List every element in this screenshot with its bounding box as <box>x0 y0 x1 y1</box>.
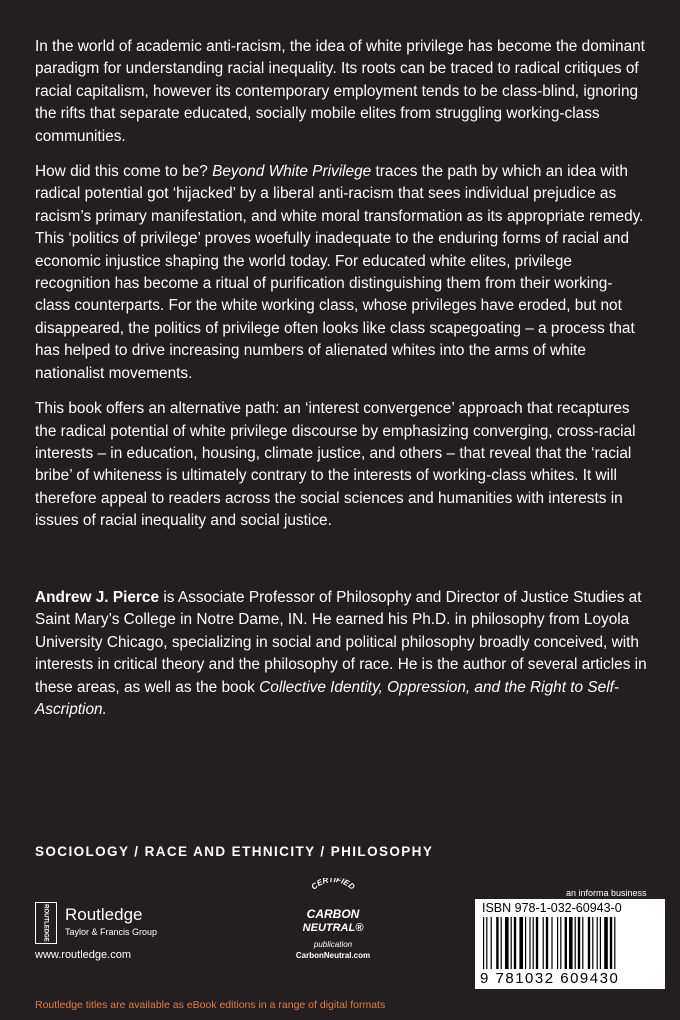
barcode-bar <box>575 917 576 969</box>
routledge-logo-text: ROUTLEDGE <box>42 904 49 942</box>
barcode-bar <box>560 917 561 969</box>
barcode-bar <box>529 917 530 969</box>
barcode-bar <box>483 917 484 969</box>
barcode-bar <box>543 917 544 969</box>
barcode-bar <box>565 917 567 969</box>
publisher-name: Routledge <box>65 905 143 924</box>
barcode-bar <box>604 917 608 969</box>
carbon-certified: CERTIFIED <box>309 878 357 892</box>
svg-text:CERTIFIED <box>309 878 356 892</box>
author-name: Andrew J. Pierce <box>35 589 160 606</box>
isbn-text: ISBN 978-1-032-60943-0 <box>482 901 622 915</box>
barcode-bar <box>496 917 498 969</box>
blurb-paragraph-3: This book offers an alternative path: an ‘interest convergence’ approach that recaptures the radical potential of white privilege discourse by emphasizing converging, cross-racial interests – in education, housing, climate justice, and others – that reveal that the ‘racial bribe’ of whiteness is ultimately contrary to the interests of working-class whites. It will therefore appeal to readers across the social sciences and humanities with interests in issues of racial inequality and social justice. <box>35 400 636 530</box>
barcode-bar <box>610 917 612 969</box>
barcode-bar <box>551 917 552 969</box>
back-cover-blurb <box>35 36 647 546</box>
blurb-paragraph-2 <box>35 161 647 385</box>
barcode-bar <box>486 917 487 969</box>
barcode-bar <box>588 917 590 969</box>
barcode-bar <box>511 917 512 969</box>
neutral-word: NEUTRAL® <box>302 922 364 934</box>
carbon-word: CARBON <box>306 907 360 921</box>
barcode-bar <box>597 917 598 969</box>
blurb-paragraph-1: In the world of academic anti-racism, the idea of white privilege has become the dominant paradigm for understanding racial inequality. Its roots can be traced to radical critiques of racial capitalism, however its contemporary employment tends to be class-blind, ignoring the rifts that separate educated, socially mobile elites from struggling working-class communities. <box>35 38 645 145</box>
ebook-availability-note: Routledge titles are available as eBook editions in a range of digital formats <box>35 999 386 1011</box>
barcode-icon <box>483 917 657 969</box>
barcode-bar <box>592 917 593 969</box>
blurb-p2-rest: traces the path by which an idea with radical potential got ‘hijacked’ by a liberal anti-racism that sees individual prejudice as racism’s primary manifestation, and white moral transformation as its appropriate remedy. This ‘politics of privilege’ proves woefully inadequate to the enduring forms of racial and economic injustice shaping the world today. For educated white elites, privilege recognition has become a ritual of purification distinguishing them from their working-class counterparts. For the white working class, whose privileges have eroded, but not disappeared, the politics of privilege often looks like class scapegoating – a process that has helped to drive increasing numbers of alienated whites into the arms of white nationalist movements. <box>35 163 644 382</box>
carbon-publication-label: publication <box>313 940 353 949</box>
bio-text: is Associate Professor of Philosophy and Director of Justice Studies at Saint Mary’s College in Notre Dame, IN. He earned his Ph.D. in philosophy from Loyola University Chicago, specializing in social and political philosophy broadly conceived, with interests in critical theory and the philosophy of race. He is the author of several articles in these areas, as well as the book <box>35 589 647 696</box>
barcode-bar <box>600 917 601 969</box>
barcode-bar <box>557 917 558 969</box>
carbon-website: CarbonNeutral.com <box>295 951 371 960</box>
carbon-neutral-icon <box>283 878 383 940</box>
barcode-bar <box>505 917 509 969</box>
barcode-bar <box>519 917 523 969</box>
barcode-panel <box>475 899 665 989</box>
barcode-bar <box>569 917 573 969</box>
barcode-bar <box>533 917 534 969</box>
barcode-bar <box>491 917 492 969</box>
barcode-bar <box>614 917 615 969</box>
barcode-bar <box>536 917 538 969</box>
book-title: Beyond White Privilege <box>212 163 372 181</box>
author-bio <box>35 587 647 721</box>
barcode-bar <box>546 917 548 969</box>
publisher-group: Taylor & Francis Group <box>65 927 158 937</box>
subject-categories: SOCIOLOGY / RACE AND ETHNICITY / PHILOSOPHY <box>35 844 434 859</box>
bio-book-title: Collective Identity, Oppression, and the Right to Self-Ascription. <box>35 678 620 719</box>
blurb-p2-intro: How did this come to be? <box>35 163 213 181</box>
barcode-digits: 9 781032 609430 <box>480 970 620 987</box>
barcode-bar <box>525 917 526 969</box>
barcode-bar <box>582 917 583 969</box>
publisher-website[interactable]: www.routledge.com <box>35 949 131 961</box>
carbon-neutral-badge <box>283 878 383 962</box>
publisher-block <box>35 902 235 972</box>
informa-tagline: an informa business <box>566 888 647 898</box>
routledge-logo-icon <box>35 902 57 944</box>
barcode-bar <box>514 917 516 969</box>
barcode-bar <box>578 917 580 969</box>
barcode-bar <box>501 917 502 969</box>
